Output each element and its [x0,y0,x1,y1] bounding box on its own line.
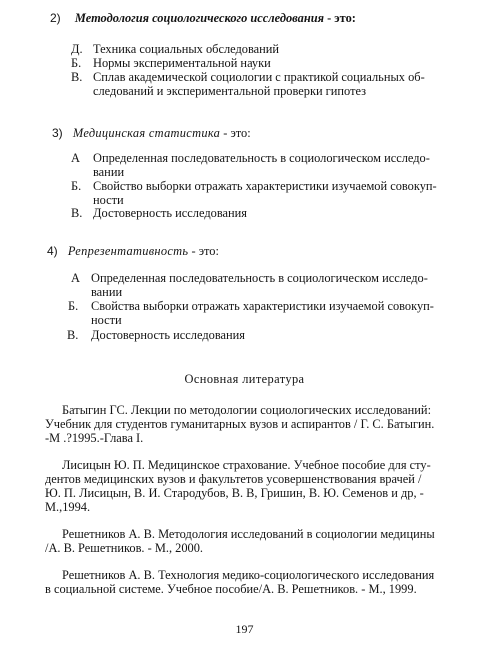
reference-1-line-3: -М .?1995.-Глава I. [45,431,144,445]
option-text: Определенная последовательность в социологическом исследо- [91,271,428,285]
option-text: Определенная последовательность в социологическом исследо- [93,151,430,165]
option-text: Техника социальных обследований [93,42,280,56]
option-text: Сплав академической социологии с практикой социальных об- [93,70,425,84]
question-suffix: - это: [220,126,251,140]
option-text-continuation: вании [91,285,123,299]
option-letter: В. [67,328,79,342]
option-text-continuation: ности [91,313,122,327]
question-4-header [47,244,219,259]
page-number: 197 [235,622,254,636]
option-text: Свойства выборки отражать характеристики изучаемой совокуп- [91,299,434,313]
option-text-continuation: вании [93,165,125,179]
reference-2-line-2: дентов медицинских вузов и факультетов усовершенствования врачей / [45,472,422,486]
reference-4-line-1: Решетников А. В. Технология медико-социологического исследования [62,568,435,582]
option-letter: В. [71,206,83,220]
option-text: Нормы экспериментальной науки [93,56,271,70]
option-letter: А [71,151,80,165]
question-suffix: - это: [323,11,356,25]
question-title: Медицинская статистика [72,126,221,140]
option-letter: Б. [68,299,79,313]
option-text: Достоверность исследования [93,206,247,220]
question-title: Методология социологического исследования [74,11,324,25]
reference-4-line-2: в социальной системе. Учебное пособие/А. В. Решетников. - М., 1999. [45,582,417,596]
option-letter: Д. [71,42,83,56]
question-number: 2) [50,11,61,25]
option-letter: Б. [71,179,82,193]
option-text-continuation: следований и экспериментальной проверки гипотез [93,84,367,98]
reference-2-line-1: Лисицын Ю. П. Медицинское страхование. Учебное пособие для сту- [62,458,431,472]
reference-2-line-4: М.,1994. [45,500,91,514]
option-letter: Б. [71,56,82,70]
reference-2-line-3: Ю. П. Лисицын, В. И. Стародубов, В. В, Гришин, В. Ю. Семенов и др, - [45,486,424,500]
reference-3-line-2: /А. В. Решетников. - М., 2000. [45,541,204,555]
option-letter: А [71,271,80,285]
question-3-header [52,126,251,141]
question-number: 4) [47,244,58,258]
question-title: Репрезентативность [67,244,189,258]
reference-3-line-1: Решетников А. В. Методология исследований в социологии медицины [62,527,435,541]
reference-1-line-1: Батыгин ГС. Лекции по методологии социологических исследований: [62,403,432,417]
option-letter: В. [71,70,83,84]
reference-1-line-2: Учебник для студентов гуманитарных вузов и аспирантов / Г. С. Батыгин. [45,417,435,431]
question-number: 3) [52,126,63,140]
option-text-continuation: ности [93,193,124,207]
option-text: Свойство выборки отражать характеристики изучаемой совокуп- [93,179,437,193]
question-2-header [50,11,356,26]
question-suffix: - это: [188,244,219,258]
option-text: Достоверность исследования [91,328,245,342]
literature-heading: Основная литература [184,372,305,386]
